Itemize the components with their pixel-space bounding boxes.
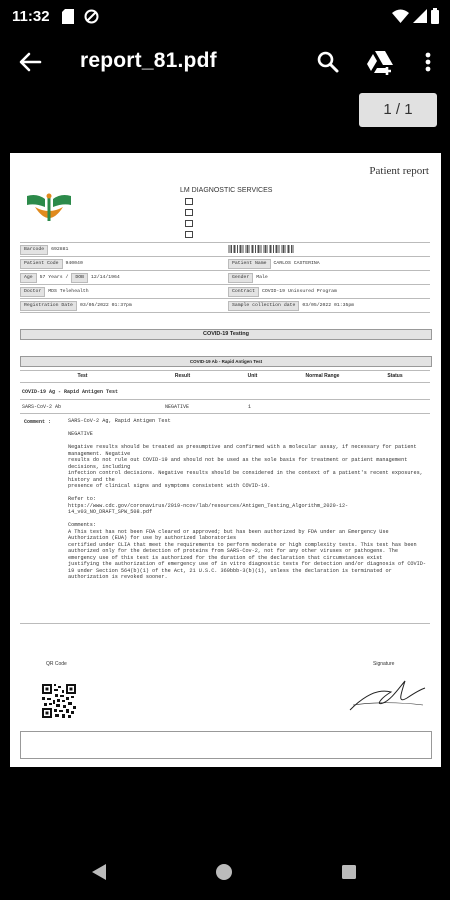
navigation-bar — [0, 844, 450, 900]
add-to-drive-icon — [364, 46, 396, 78]
col-header-unit: Unit — [247, 373, 258, 379]
barcode-field: Barcode 692881 — [20, 245, 68, 254]
arrow-back-icon — [14, 46, 46, 78]
phone-icon — [185, 198, 193, 205]
lab-phone — [185, 198, 196, 205]
document-title: report_81.pdf — [80, 49, 217, 72]
cellular-signal-icon — [413, 9, 427, 23]
search-icon — [312, 46, 344, 78]
status-bar — [0, 0, 450, 34]
age-dob-field: Age 57 Years / DOB 12/14/1964 — [20, 273, 120, 282]
divider — [20, 242, 430, 243]
data-saver-icon — [84, 9, 99, 24]
back-button[interactable] — [14, 46, 46, 78]
test-group-title: COVID-19 Ag - Rapid Antigen Test — [22, 389, 119, 395]
signature-label: Signature — [373, 661, 395, 667]
add-to-drive-button[interactable] — [364, 46, 396, 78]
battery-icon — [431, 8, 439, 24]
lab-website — [185, 231, 196, 238]
search-button[interactable] — [312, 46, 344, 78]
section-title: COVID-19 Testing — [20, 329, 432, 340]
col-header-normal-range: Normal Range — [305, 373, 340, 379]
divider — [20, 312, 430, 313]
document-page[interactable] — [10, 153, 441, 767]
signature-icon — [347, 676, 429, 716]
sample-date-field: Sample collection date 03/05/2022 01:35pm — [228, 301, 354, 310]
gender-field: Gender Male — [228, 273, 268, 282]
row-result: NEGATIVE — [165, 404, 190, 410]
report-heading: Patient report — [369, 165, 429, 177]
divider — [20, 298, 430, 299]
divider — [20, 382, 430, 383]
divider — [20, 413, 430, 414]
more-vert-icon — [412, 46, 444, 78]
lab-name: LM DIAGNOSTIC SERVICES — [180, 187, 273, 194]
divider — [20, 256, 430, 257]
barcode-icon — [228, 245, 294, 253]
nav-home-button[interactable] — [216, 864, 232, 880]
registration-date-field: Registration Date 03/05/2022 01:37pm — [20, 301, 132, 310]
col-header-result: Result — [174, 373, 191, 379]
nav-back-button[interactable] — [91, 864, 107, 880]
contract-field: Contract COVID-19 Uninsured Program — [228, 287, 337, 296]
qr-code-icon — [42, 684, 76, 718]
comment-label: Comment : — [24, 419, 52, 425]
divider — [20, 370, 430, 371]
col-header-status: Status — [387, 373, 403, 379]
email-icon — [185, 220, 193, 227]
lab-email — [185, 220, 196, 227]
web-icon — [185, 231, 193, 238]
status-time: 11:32 — [12, 8, 50, 25]
nav-recents-button[interactable] — [342, 865, 356, 879]
divider — [20, 284, 430, 285]
divider — [20, 270, 430, 271]
location-icon — [185, 209, 193, 216]
col-header-test: Test — [77, 373, 88, 379]
divider — [20, 399, 430, 400]
patient-name-field: Patient Name CARLOS CASTERINA — [228, 259, 320, 268]
lab-address — [185, 209, 196, 216]
qr-code-label: QR Code — [46, 661, 67, 667]
patient-code-field: Patient Code 940040 — [20, 259, 83, 268]
doctor-field: Doctor MDS Telehealth — [20, 287, 89, 296]
wifi-icon — [392, 9, 409, 23]
more-options-button[interactable] — [412, 46, 444, 78]
lab-logo-icon — [25, 193, 73, 227]
row-unit: 1 — [248, 404, 252, 410]
divider — [20, 623, 430, 624]
page-indicator: 1 / 1 — [359, 93, 437, 127]
app-bar — [0, 34, 450, 90]
comment-text: SARS-CoV-2 Ag, Rapid Antigen Test NEGATIVE Negative results should be treated as presumptive and confirmed with a molecular assay, if necessary for patient management. Negative results do not rule out COVID-19 and should not be used as the sole basis for treatment or patient management decisions, including infection control decisions. Negative results should be considered in the context of a patient's recent exposures, history and the presence of clinical signs and symptoms consistent with COVID-19. Refer to: https://www.cdc.gov/coronavirus/2019-ncov/lab/resources/Antigen_Testing_Algorithm_2020-12-14_v03_NO_DRAFT_SPW_508.pdf Comments: A This test has not been FDA cleared or approved; but has been authorized by FDA under an Emergency Use Authorization (EUA) for use by authorized laboratories certified under CLIA that meet the requirements to perform moderate or high complexity tests. This test has been authorized only for the detection of proteins from SARS-Cov-2, not for any other viruses or pathogens. The emergency use of this test is authorized for the duration of the declaration that circumstances exist justifying the authorization of emergency use of in vitro diagnostic tests for detection and/or diagnosis of COVID-19 under Section 564(b)(1) of the Act, 21 U.S.C. 360bbb-3(b)(1), unless the declaration is terminated or authorization is revoked sooner. — [68, 418, 426, 580]
sd-card-icon — [62, 9, 74, 24]
row-test: SARS-CoV-2 Ab — [22, 404, 62, 410]
subsection-title: COVID-19 Ab - Rapid Antigen Test — [20, 356, 432, 367]
document-footer — [20, 731, 432, 759]
